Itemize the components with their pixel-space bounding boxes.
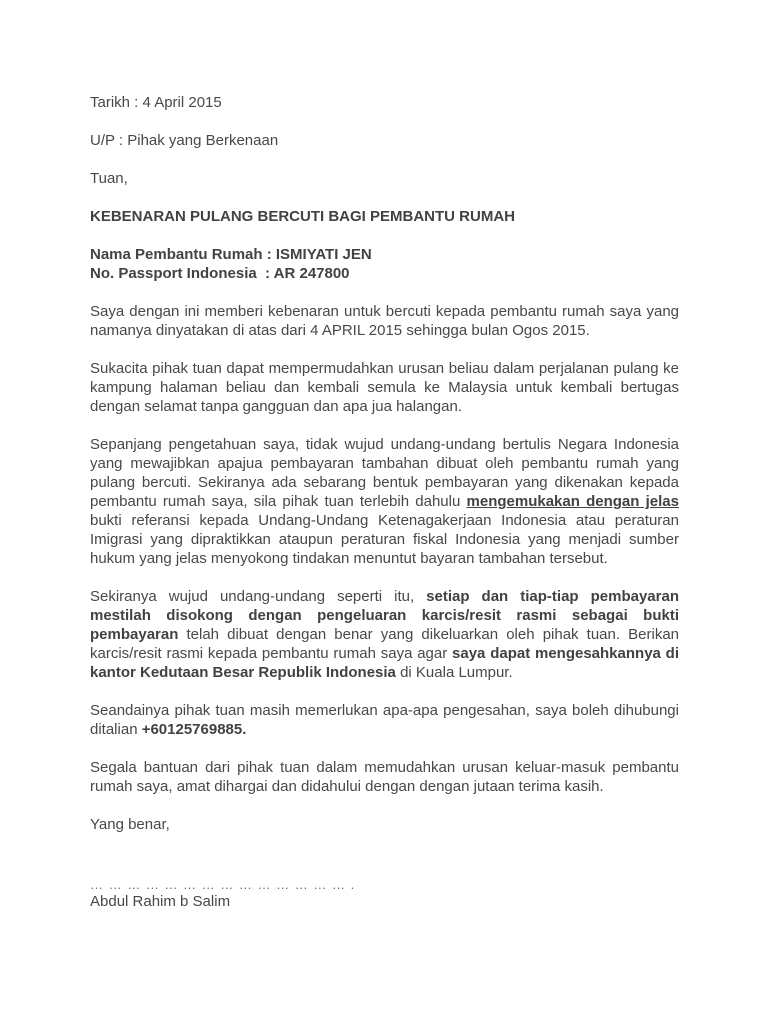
paragraph-receipt-text-3: di Kuala Lumpur.: [395, 664, 513, 681]
paragraph-receipt: [90, 587, 679, 682]
paragraph-receipt-text-1: Sekiranya wujud undang-undang seperti itu,: [90, 588, 427, 605]
paragraph-no-law-bold-underline: mengemukakan dengan jelas: [466, 493, 679, 510]
contact-phone-number: +60125769885.: [141, 721, 247, 738]
paragraph-travel-ease: Sukacita pihak tuan dapat mempermudahkan urusan beliau dalam perjalanan pulang ke kampung halaman beliau dan kembali semula ke Malaysia untuk kembali bertugas dengan selamat tanpa gangguan dan apa jua halangan.: [90, 360, 679, 415]
paragraph-contact-text: Seandainya pihak tuan masih memerlukan apa-apa pengesahan, saya boleh dihubungi ditalian: [90, 702, 679, 738]
paragraph-thanks: Segala bantuan dari pihak tuan dalam memudahkan urusan keluar-masuk pembantu rumah saya, amat dihargai dan didahului dengan dengan jutaan terima kasih.: [90, 759, 679, 795]
paragraph-permission: Saya dengan ini memberi kebenaran untuk bercuti kepada pembantu rumah saya yang namanya dinyatakan di atas dari 4 APRIL 2015 sehingga bulan Ogos 2015.: [90, 303, 679, 339]
paragraph-receipt-bold-1: setiap dan tiap-tiap pembayaran mestilah disokong dengan pengeluaran karcis/resit rasmi sebagai bukti pembayaran: [90, 588, 679, 643]
passport-line: No. Passport Indonesia : AR 247800: [90, 265, 350, 282]
signature-dotted-line: … … … … … … … … … … … … … … .: [90, 877, 356, 892]
paragraph-receipt-bold-2: saya dapat mengesahkannya di kantor Kedutaan Besar Republik Indonesia: [90, 645, 679, 681]
letter-body: [90, 93, 679, 911]
paragraph-contact: [90, 701, 679, 739]
paragraph-no-law-text-2: bukti referansi kepada Undang-Undang Ketenagakerjaan Indonesia atau peraturan Imigrasi yang dipraktikkan ataupun peraturan fiskal Indonesia yang menjadi sumber hukum yang jelas menyokong tindakan menuntut bayaran tambahan tersebut.: [90, 512, 679, 567]
signature-name: Abdul Rahim b Salim: [90, 893, 231, 910]
subject-line: KEBENARAN PULANG BERCUTI BAGI PEMBANTU RUMAH: [90, 208, 515, 225]
paragraph-receipt-text-2: telah dibuat dengan benar yang dikeluarkan oleh pihak tuan. Berikan karcis/resit rasmi kepada pembantu rumah saya agar: [90, 626, 679, 662]
date-line: Tarikh : 4 April 2015: [90, 94, 222, 111]
attention-line: U/P : Pihak yang Berkenaan: [90, 132, 279, 149]
signature-block: [90, 878, 679, 911]
closing-line: Yang benar,: [90, 816, 170, 833]
maid-name-line: Nama Pembantu Rumah : ISMIYATI JEN: [90, 246, 372, 263]
salutation: Tuan,: [90, 170, 128, 187]
paragraph-no-law-text-1: Sepanjang pengetahuan saya, tidak wujud undang-undang bertulis Negara Indonesia yang mewajibkan apajua pembayaran tambahan dibuat oleh pembantu rumah yang pulang bercuti. Sekiranya ada sebarang bentuk pembayaran yang dikenakan kepada pembantu rumah saya, sila pihak tuan terlebih dahulu: [90, 436, 679, 510]
paragraph-no-law: [90, 435, 679, 568]
